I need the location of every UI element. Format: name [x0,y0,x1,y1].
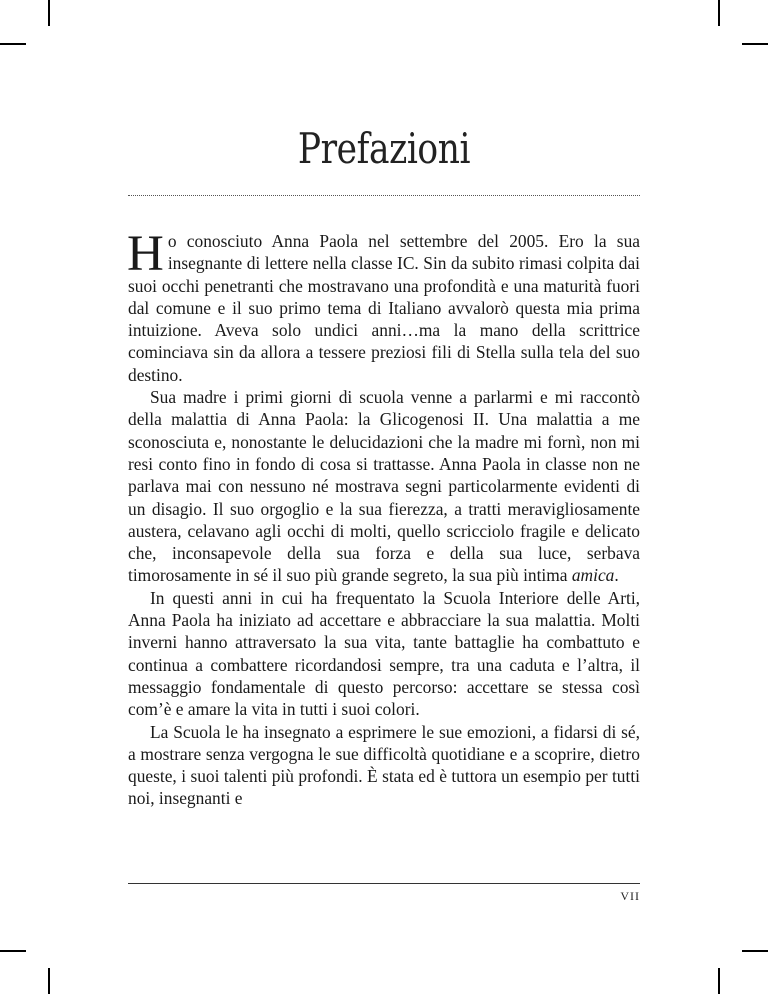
paragraph-4: La Scuola le ha insegnato a esprimere le sue emozioni, a fidarsi di sé, a mostrare senza vergogna le sue difficoltà quotidiane e a scoprire, dietro queste, i suoi talenti più profondi. È stata ed è tuttora un esempio per tutti noi, insegnanti e [128,721,640,809]
paragraph-1-text: o conosciuto Anna Paola nel settembre del 2005. Ero la sua insegnante di lettere nella classe IC. Sin da subito rimasi colpita dai suoi occhi penetranti che mostravano una profondità e una maturità fuori dal comune e il suo primo tema di Italiano avvalorò questa mia prima intuizione. Aveva solo undici anni…ma la mano della scrittrice cominciava sin da allora a tessere preziosi fili di Stella sulla tela del suo destino. [128,231,640,385]
crop-mark [0,950,26,952]
emphasis-amica: amica [571,565,615,586]
paragraph-2 [128,386,640,587]
drop-cap: H [127,226,164,282]
body-text [127,226,640,810]
page-number: VII [620,889,640,903]
paragraph-3: In questi anni in cui ha frequentato la Scuola Interiore delle Arti, Anna Paola ha iniziato ad accettare e abbracciare la sua malattia. Molti inverni hanno attraversato la sua vita, tante battaglie ha combattuto e continua a combattere ricordandosi sempre, tra una caduta e l’altra, il messaggio fondamentale di questo percorso: accettare se stessa così com’è e amare la vita in tutti i suoi colori. [128,587,640,720]
paragraph-2-end: . [614,565,619,586]
paragraph-2-text: Sua madre i primi giorni di scuola venne a parlarmi e mi raccontò della malattia di Anna Paola: la Glicogenosi II. Una malattia a me sconosciuta e, nonostante le delucidazioni che la madre mi fornì, non mi resi conto fino in fondo di cosa si trattasse. Anna Paola in classe non ne parlava mai con nessuno né mostrava segni particolarmente evidenti di un disagio. Il suo orgoglio e la sua fierezza, a tratti meravigliosamente austera, celavano agli occhi di molti, quello scricciolo fragile e delicato che, inconsapevole della sua forza e della sua luce, serbava timorosamente in sé il suo più grande segreto, la sua più intima [128,387,640,586]
crop-mark [742,43,768,45]
crop-mark [718,0,720,26]
crop-mark [742,950,768,952]
crop-mark [48,0,50,26]
page-title: Prefazioni [297,124,471,173]
crop-mark [48,968,50,994]
crop-mark [718,968,720,994]
paragraph-1 [127,226,640,386]
crop-mark [0,43,26,45]
footer-rule [128,883,640,884]
title-dotted-rule [128,195,640,196]
